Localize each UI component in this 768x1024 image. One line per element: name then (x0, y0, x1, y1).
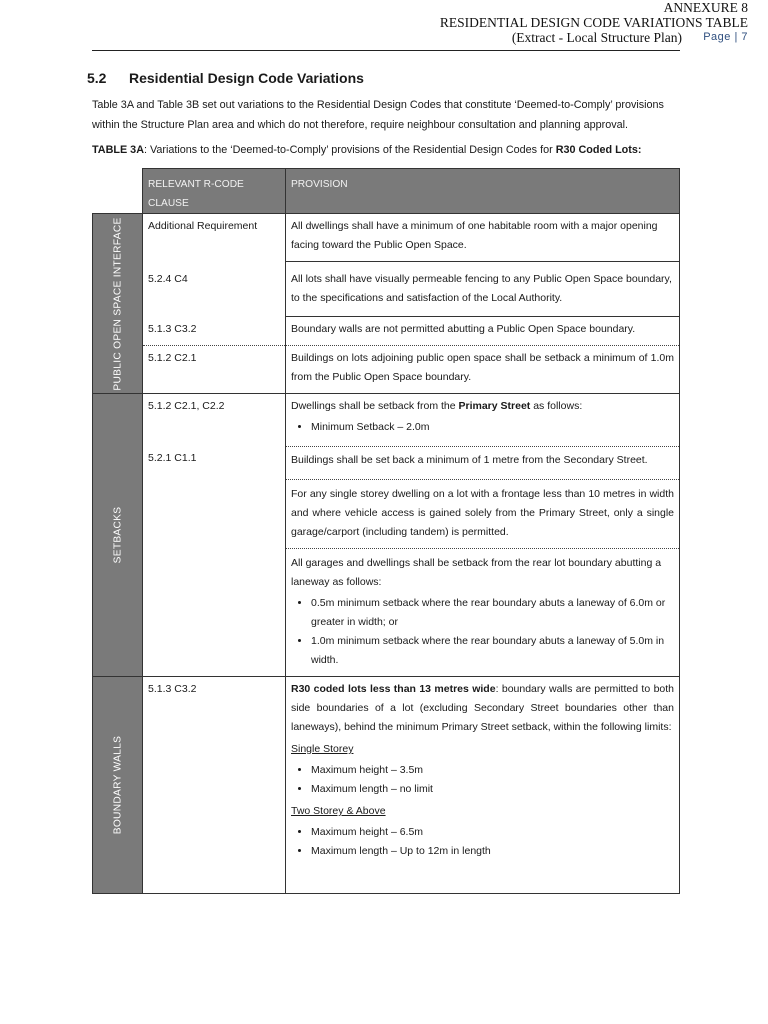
caption-label: TABLE 3A (92, 144, 144, 156)
table-caption (92, 144, 641, 156)
list-item: • 0.5m minimum setback where the rear boundary abuts a laneway of 6.0m or greater in width; or (311, 594, 674, 632)
header-extract: (Extract - Local Structure Plan) (511, 30, 682, 45)
list-item: • Maximum height – 6.5m (311, 823, 674, 842)
list-item: • Maximum length – no limit (311, 780, 674, 799)
page-number: Page | 7 (703, 31, 748, 43)
caption-text: : Variations to the ‘Deemed-to-Comply’ provisions of the Residential Design Codes for (144, 144, 556, 156)
header-provision: PROVISION (286, 169, 680, 214)
header-annexure: ANNEXURE 8 (663, 0, 748, 15)
bullet-list (291, 761, 674, 799)
caption-bold: R30 Coded Lots: (555, 144, 642, 156)
header-rule (92, 50, 680, 51)
provision-cell: All dwellings shall have a minimum of one habitable room with a major opening facing toward the Public Open Space. (286, 214, 680, 262)
bullet-list (291, 418, 674, 437)
table-row (93, 346, 680, 394)
provision-cell: For any single storey dwelling on a lot with a frontage less than 10 metres in width and where vehicle access is gained solely from the Primary Street, only a single garage/carport (including tandem) is permitted. (286, 480, 680, 549)
clause-text: 5.1.2 C2.1, C2.2 (148, 400, 225, 412)
provision-text: Dwellings shall be setback from the Primary Street as follows: (291, 400, 583, 412)
intro-paragraph: Table 3A and Table 3B set out variations to the Residential Design Codes that constitute ‘Deemed-to-Comply’ provisions within the Structure Plan area and which do not therefore, require neighbour consultation and planning approval. (92, 99, 664, 131)
provision-cell: Boundary walls are not permitted abutting a Public Open Space boundary. (286, 317, 680, 346)
section-title: Residential Design Code Variations (129, 70, 364, 86)
table-row (93, 317, 680, 346)
table-row (93, 394, 680, 447)
subheading-single-storey: Single Storey (291, 743, 354, 755)
table-header-row (93, 169, 680, 214)
table-row (93, 446, 680, 480)
header-blank (93, 169, 143, 214)
provision-cell (286, 394, 680, 447)
table-row (93, 677, 680, 894)
clause-cell (143, 394, 286, 447)
clause-cell: 5.1.2 C2.1 (143, 346, 286, 394)
list-item: • Maximum length – Up to 12m in length (311, 842, 674, 861)
clause-cell: 5.2.1 C1.1 (143, 446, 286, 677)
section-number: 5.2 (87, 70, 107, 86)
provision-cell (286, 677, 680, 894)
table-row (93, 214, 680, 262)
page-header (440, 0, 748, 45)
list-item: • 1.0m minimum setback where the rear boundary abuts a laneway of 5.0m in width. (311, 632, 674, 670)
provision-cell (286, 549, 680, 677)
provision-text: R30 coded lots less than 13 metres wide: boundary walls are permitted to both side boundaries of a lot (excluding Secondary Street boundaries other than laneways), behind the minimum Primary Street setback, within the following limits: (291, 683, 675, 733)
section-heading (87, 70, 364, 86)
group-label-pos: PUBLIC OPEN SPACE INTERFACE (93, 214, 143, 394)
bullet-list (291, 594, 674, 670)
bullet-list (291, 823, 674, 861)
table-row (93, 262, 680, 317)
header-clause: RELEVANT R-CODE CLAUSE (143, 169, 286, 214)
clause-cell: 5.1.3 C3.2 (143, 677, 286, 894)
subheading-two-storey: Two Storey & Above (291, 805, 386, 817)
header-subtitle (440, 30, 748, 45)
provision-cell: Buildings on lots adjoining public open space shall be setback a minimum of 1.0m from the Public Open Space boundary. (286, 346, 680, 394)
group-label-setbacks: SETBACKS (93, 394, 143, 677)
clause-cell: Additional Requirement (143, 214, 286, 262)
provision-cell: All lots shall have visually permeable fencing to any Public Open Space boundary, to the specifications and satisfaction of the Local Authority. (286, 262, 680, 317)
group-label-walls: BOUNDARY WALLS (93, 677, 143, 894)
provision-text: All garages and dwellings shall be setback from the rear lot boundary abutting a laneway as follows: (291, 557, 662, 588)
list-item: • Minimum Setback – 2.0m (311, 418, 674, 437)
list-item: • Maximum height – 3.5m (311, 761, 674, 780)
variations-table (92, 168, 680, 894)
clause-cell: 5.1.3 C3.2 (143, 317, 286, 346)
provision-cell: Buildings shall be set back a minimum of 1 metre from the Secondary Street. (286, 446, 680, 480)
clause-cell: 5.2.4 C4 (143, 262, 286, 317)
header-title: RESIDENTIAL DESIGN CODE VARIATIONS TABLE (439, 15, 748, 30)
